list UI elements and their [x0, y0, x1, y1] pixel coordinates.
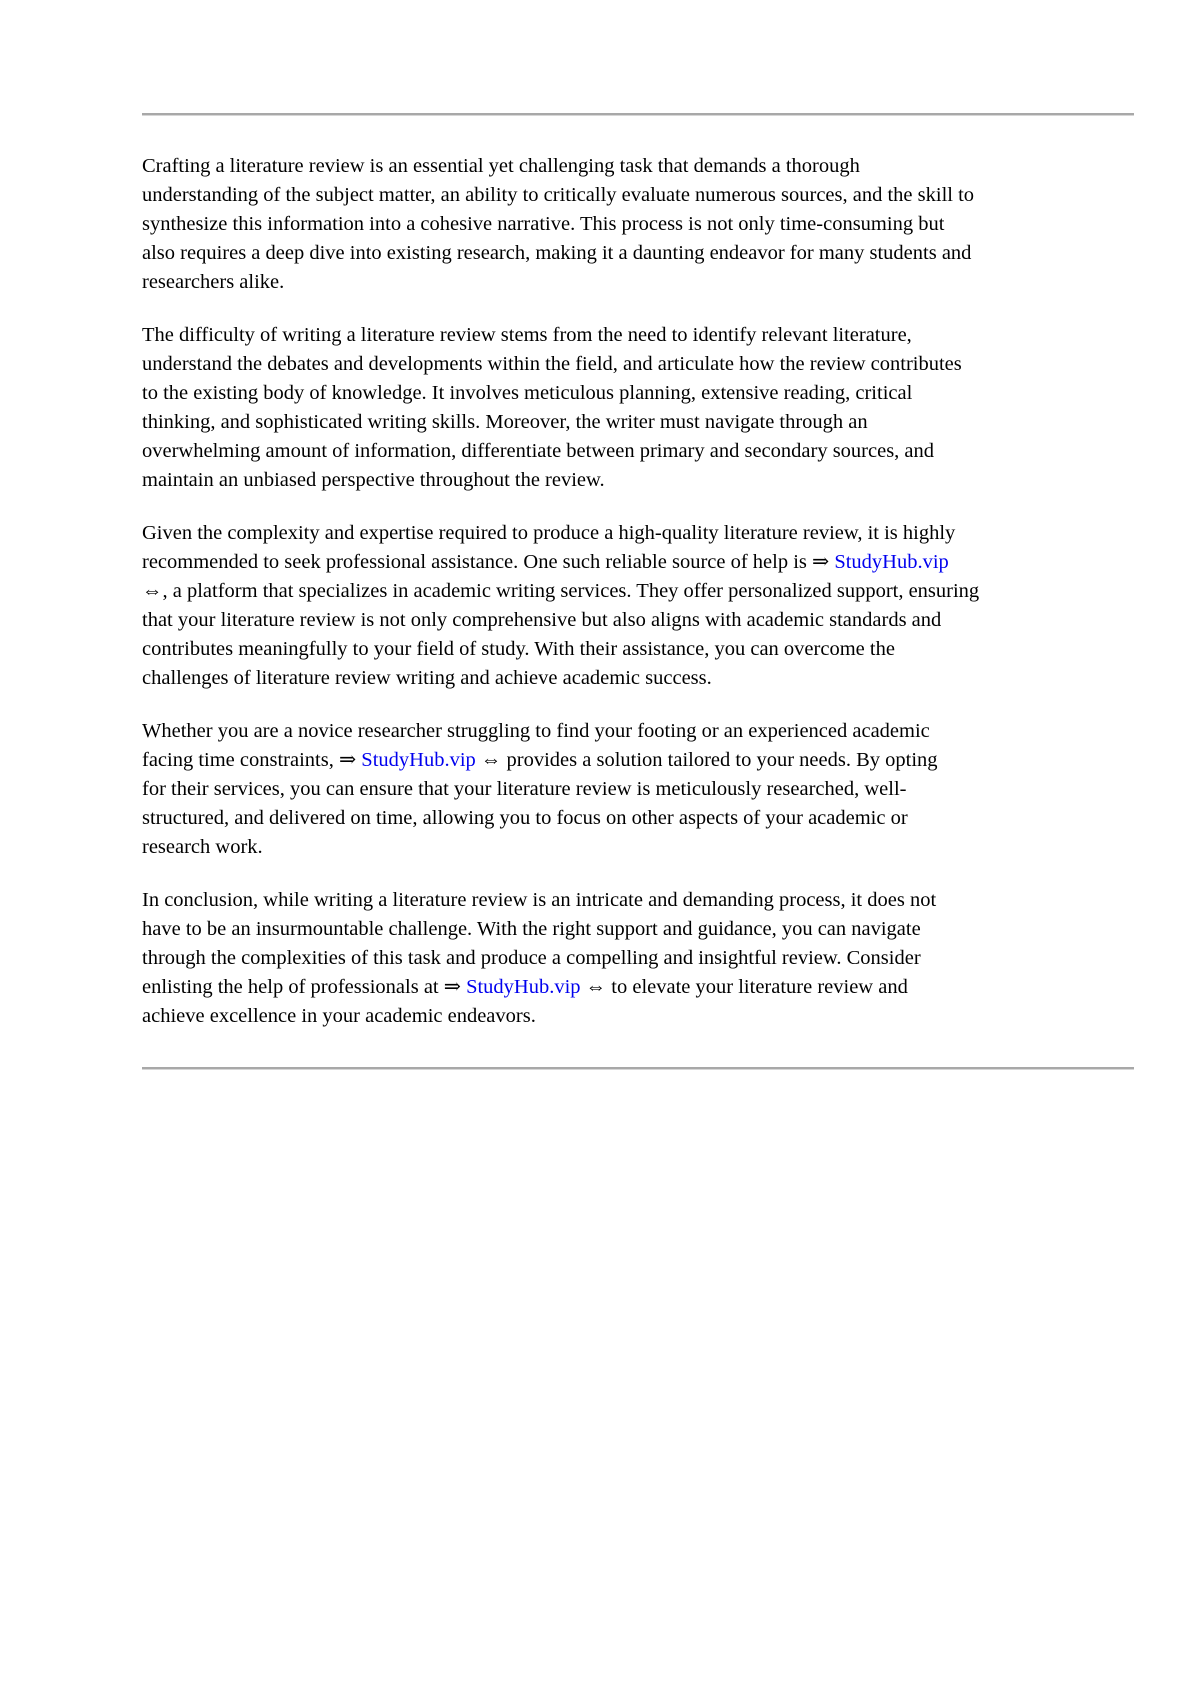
- arrow-both-icon: ⇔: [142, 580, 163, 602]
- text-line: for their services, you can ensure that your literature review is meticulously researched, well-: [142, 778, 907, 800]
- text-line: contributes meaningfully to your field of study. With their assistance, you can overcome the: [142, 638, 895, 660]
- text-line: have to be an insurmountable challenge. With the right support and guidance, you can navigate: [142, 918, 921, 940]
- text-line: overwhelming amount of information, differentiate between primary and secondary sources, and: [142, 440, 935, 462]
- arrow-both-icon: ⇔: [585, 976, 607, 998]
- text-line: Crafting a literature review is an essential yet challenging task that demands a thorough: [142, 155, 860, 177]
- text-line: [142, 548, 1142, 577]
- paragraph-2: [142, 321, 1142, 495]
- arrow-right-icon: ⇒: [443, 976, 461, 998]
- text-segment: recommended to seek professional assistance. One such reliable source of help is: [142, 551, 813, 573]
- text-line: researchers alike.: [142, 271, 285, 293]
- text-line: understand the debates and developments within the field, and articulate how the review contributes: [142, 353, 962, 375]
- text-line: to the existing body of knowledge. It involves meticulous planning, extensive reading, critical: [142, 382, 913, 404]
- text-line: also requires a deep dive into existing research, making it a daunting endeavor for many students and: [142, 242, 972, 264]
- article-body: [142, 152, 1142, 1055]
- top-divider: [142, 113, 1134, 116]
- text-line: through the complexities of this task and produce a compelling and insightful review. Consider: [142, 947, 921, 969]
- bottom-divider: [142, 1067, 1134, 1070]
- text-line: structured, and delivered on time, allowing you to focus on other aspects of your academic or: [142, 807, 908, 829]
- text-line: thinking, and sophisticated writing skills. Moreover, the writer must navigate through an: [142, 411, 868, 433]
- arrow-both-icon: ⇔: [480, 749, 502, 771]
- text-line: understanding of the subject matter, an ability to critically evaluate numerous sources, and the skill to: [142, 184, 975, 206]
- text-segment: enlisting the help of professionals at: [142, 976, 444, 998]
- text-line: [142, 973, 1142, 1002]
- text-line: [142, 577, 1142, 606]
- text-segment: facing time constraints,: [142, 749, 339, 771]
- studyhub-link[interactable]: StudyHub.vip: [361, 749, 476, 771]
- text-line: that your literature review is not only comprehensive but also aligns with academic standards and: [142, 609, 942, 631]
- studyhub-link[interactable]: StudyHub.vip: [834, 551, 949, 573]
- text-line: achieve excellence in your academic endeavors.: [142, 1005, 536, 1027]
- paragraph-4: [142, 717, 1142, 862]
- text-line: challenges of literature review writing and achieve academic success.: [142, 667, 712, 689]
- text-line: Whether you are a novice researcher struggling to find your footing or an experienced academic: [142, 720, 930, 742]
- paragraph-3: [142, 519, 1142, 693]
- text-line: maintain an unbiased perspective throughout the review.: [142, 469, 605, 491]
- text-line: In conclusion, while writing a literature review is an intricate and demanding process, it does not: [142, 889, 937, 911]
- text-segment: provides a solution tailored to your needs. By opting: [501, 749, 938, 771]
- studyhub-link[interactable]: StudyHub.vip: [466, 976, 581, 998]
- paragraph-1: [142, 152, 1142, 297]
- arrow-right-icon: ⇒: [812, 551, 830, 573]
- paragraph-5: [142, 886, 1142, 1031]
- text-line: [142, 746, 1142, 775]
- arrow-right-icon: ⇒: [338, 749, 357, 771]
- text-line: Given the complexity and expertise required to produce a high-quality literature review, it is highly: [142, 522, 956, 544]
- text-line: synthesize this information into a cohesive narrative. This process is not only time-consuming but: [142, 213, 945, 235]
- text-line: research work.: [142, 836, 263, 858]
- text-line: The difficulty of writing a literature review stems from the need to identify relevant literature,: [142, 324, 912, 346]
- text-segment: to elevate your literature review and: [606, 976, 908, 998]
- text-segment: , a platform that specializes in academic writing services. They offer personalized support, ensuring: [162, 580, 980, 602]
